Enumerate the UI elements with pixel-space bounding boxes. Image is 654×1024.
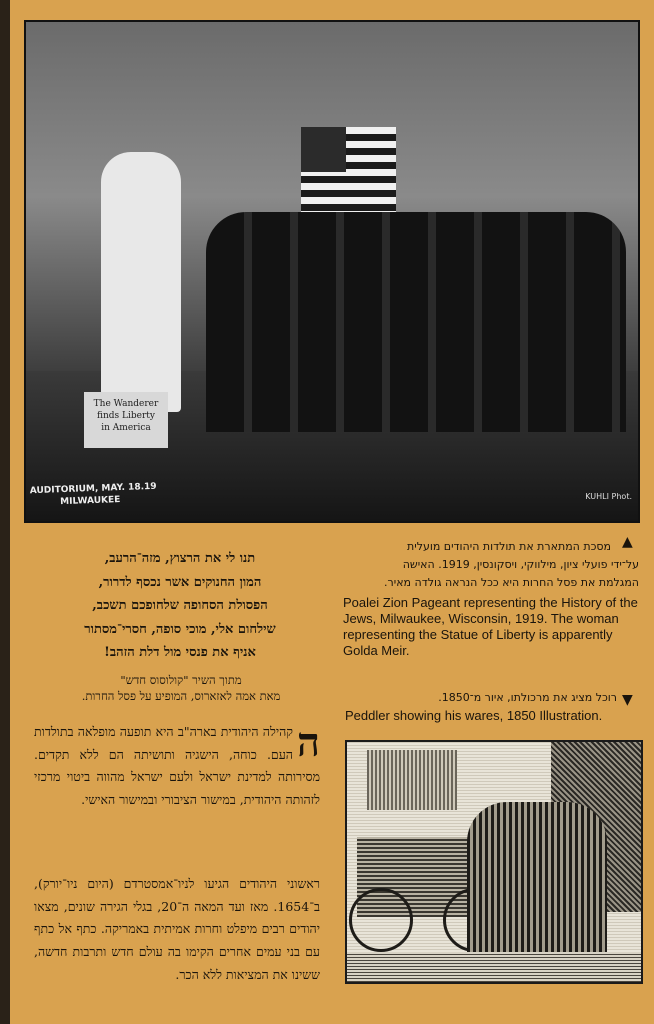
sign-line-1: The Wanderer (93, 399, 159, 409)
up-arrow-icon: ▲ (622, 534, 633, 550)
down-arrow-icon: ▼ (622, 692, 633, 708)
engraving-crowd (467, 802, 607, 972)
photo-inscription-line-2: MILWAUKEE (60, 495, 121, 508)
caption-2-hebrew: רוכל מציג את מרכולתו, איור מ־1850. (438, 691, 617, 704)
caption-1-hebrew-line-3: המגלמת את פסל החרות היא ככל הנראה גולדה מאיר. (384, 576, 639, 589)
pageant-sign (84, 392, 168, 448)
pageant-participants (206, 212, 626, 432)
poem-source-line-1: מתוך השיר "קולוסוס חדש" (120, 673, 242, 687)
poem-source-line-2: מאת אמה לאזארוס, המופיע על פסל החרות. (81, 689, 281, 703)
poem-line: שילחום אלי, מוכי סופה, חסרי־מסתור (84, 621, 276, 637)
flag-canton (301, 127, 346, 172)
photo-inscription (30, 481, 158, 509)
peddler-illustration (345, 740, 643, 984)
statue-of-liberty-figure (101, 152, 181, 412)
pageant-photo (24, 20, 640, 523)
body-paragraph-2: ראשוני היהודים הגיעו לניו־אמסטרדם (היום ניו־יורק), ב־1654. מאז ועד המאה ה־20, בגלי הגירה שונים, מצאו יהודים רבים מיפלט וחרות אמיתית באמריקה. כתף אל כתף עם בני עמים אחרים הקימו בה עולם חדש ותרבות חדשה, ששינו את המציאות ללא הכר. (34, 876, 320, 982)
body-paragraph-1-text: קהילה היהודית בארה"ב היא תופעה מופלאה בתולדות העם. כוחה, הישגיה ותושיתה הם ללא תקדים. מסירותה למדינת ישראל ולעם ישראל מהווה ביטוי מרכזי לזהותה היהודית, במישור הציבורי ובמישור האישי. (34, 724, 320, 808)
caption-1-hebrew-line-1: מסכת המתארת את תולדות היהודים מועלית (407, 540, 611, 553)
wagon-wheel (349, 888, 413, 952)
sign-line-3: in America (101, 423, 151, 433)
caption-1-hebrew (343, 538, 639, 592)
caption-1-hebrew-line-2: על־ידי פועלי ציון, מילווקי, ויסקונסין, 1919. האישה (402, 558, 639, 571)
sign-line-2: finds Liberty (97, 411, 155, 421)
poem-line: אניף את פנסי מול דלת הזהב! (104, 645, 256, 661)
poem-source (40, 672, 322, 704)
photographer-mark: KUHLI Phot. (585, 492, 632, 501)
poem-block (40, 547, 320, 665)
drop-cap: ה (296, 719, 320, 766)
page-edge-strip (0, 0, 10, 1024)
photo-inscription-line-1: AUDITORIUM, MAY. 18.19 (29, 481, 157, 497)
engraving-ground (347, 952, 641, 982)
poem-line: תנו לי את הרצוץ, מזה־הרעב, (104, 551, 256, 566)
poem-line: המון החנוקים אשר נכסף לדרור, (98, 574, 262, 590)
body-paragraph-1 (34, 721, 320, 812)
engraving-house (367, 750, 457, 810)
caption-2-english: Peddler showing his wares, 1850 Illustration. (345, 708, 603, 723)
caption-1-english: Poalei Zion Pageant representing the History of the Jews, Milwaukee, Wisconsin, 1919. The woman representing the Statue of Liberty is apparently Golda Meir. (343, 595, 638, 658)
poem-line: הפסולת הסחופה שלחופכם תשכב, (92, 598, 268, 614)
